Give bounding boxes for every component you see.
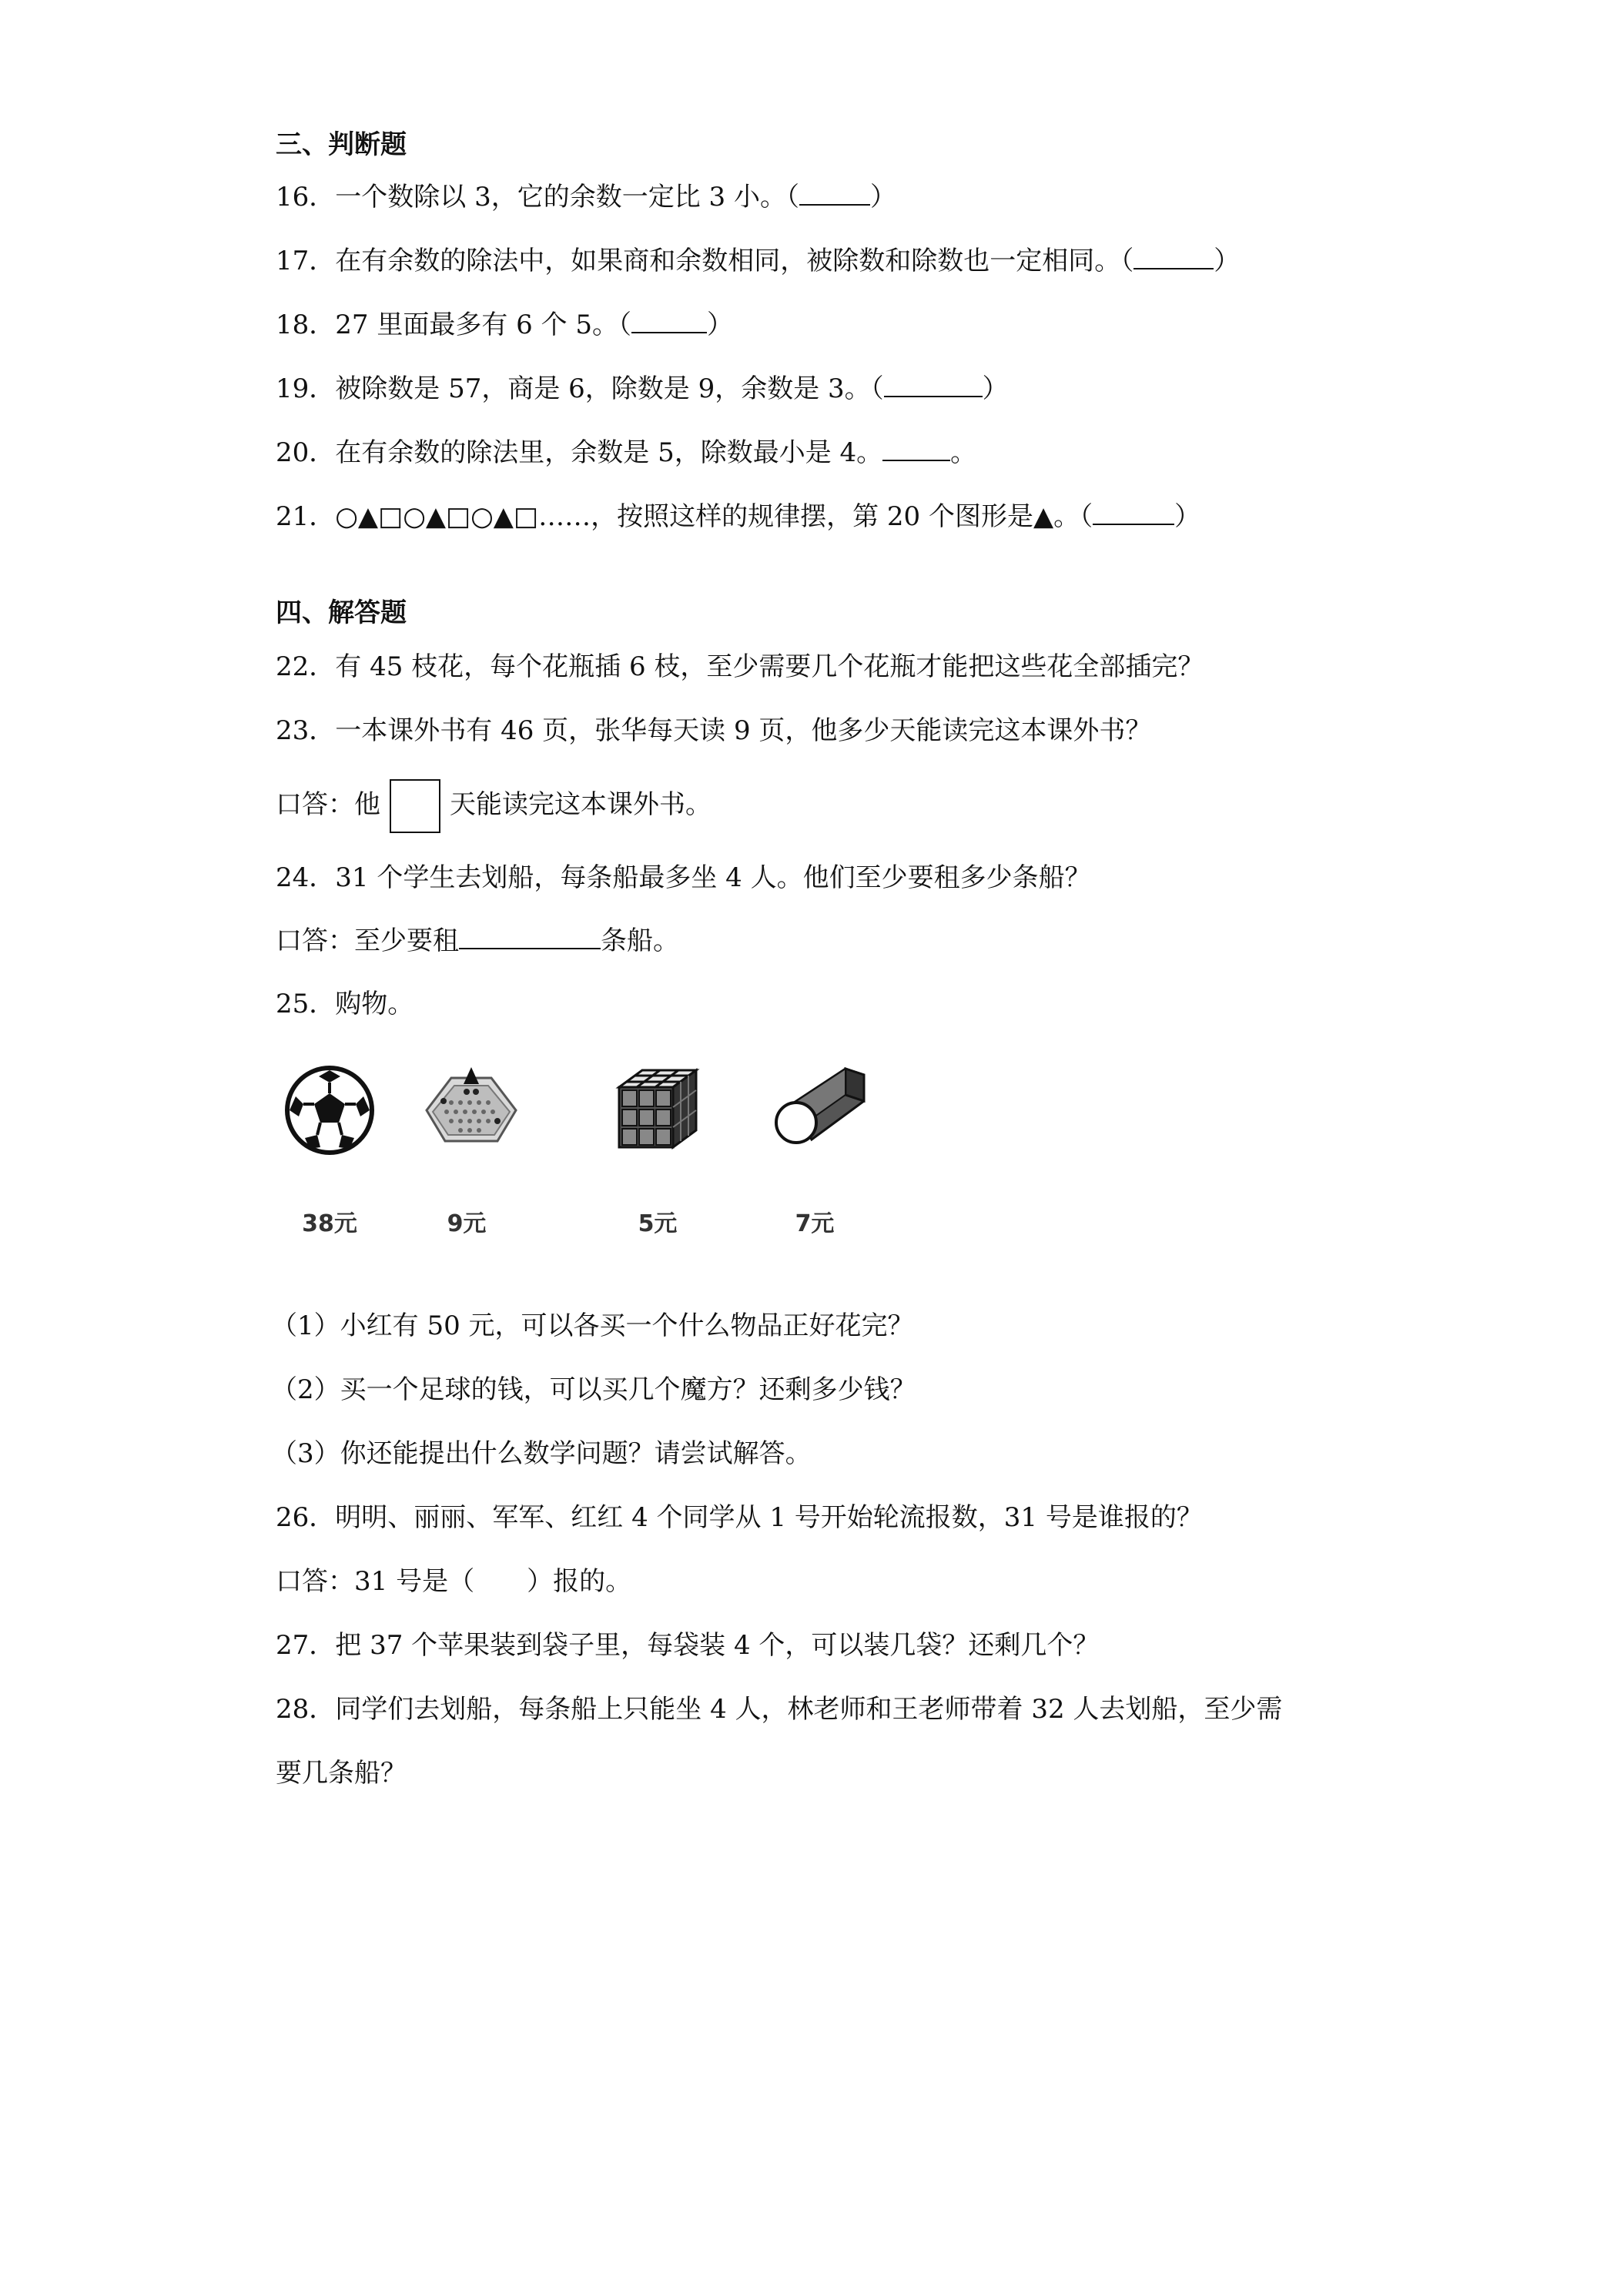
badminton-tube-icon	[768, 1064, 876, 1156]
question-18-text: 18．27 里面最多有 6 个 5。（	[276, 310, 632, 340]
price-chinese-checkers: 9元	[447, 1210, 487, 1237]
question-25-3: （3）你还能提出什么数学问题？请尝试解答。	[271, 1438, 812, 1469]
question-23-answer	[276, 779, 712, 833]
question-27: 27．把 37 个苹果装到袋子里，每袋装 4 个，可以装几袋？还剩几个？	[276, 1630, 1100, 1661]
product-badminton-tube	[761, 1053, 869, 1253]
chinese-checkers-icon	[420, 1064, 521, 1156]
question-16-text: 16．一个数除以 3，它的余数一定比 3 小。（	[276, 182, 799, 213]
price-badminton-tube: 7元	[795, 1210, 835, 1237]
question-25-2: （2）买一个足球的钱，可以买几个魔方？还剩多少钱？	[271, 1374, 916, 1405]
question-16	[276, 180, 896, 214]
answer-blank-24[interactable]	[459, 925, 601, 949]
question-19-close: ）	[982, 373, 1009, 404]
question-21-close: ）	[1174, 501, 1201, 532]
question-19	[276, 372, 1009, 406]
question-26-answer: 口答：31 号是（ ）报的。	[276, 1566, 632, 1597]
product-rubiks-cube	[604, 1053, 712, 1253]
question-20-close: 。	[950, 437, 977, 468]
section-title-judgment: 三、判断题	[276, 129, 407, 160]
question-21	[276, 500, 1200, 534]
question-16-close: ）	[869, 182, 896, 213]
answer-23-suffix: 天能读完这本课外书。	[450, 789, 712, 820]
question-26: 26．明明、丽丽、军军、红红 4 个同学从 1 号开始轮流报数，31 号是谁报的？	[276, 1502, 1203, 1533]
answer-blank-20[interactable]	[882, 437, 950, 461]
question-25: 25．购物。	[276, 989, 414, 1019]
question-17-text: 17．在有余数的除法中，如果商和余数相同，被除数和除数也一定相同。（	[276, 246, 1134, 276]
answer-24-suffix: 条船。	[601, 925, 679, 956]
product-chinese-checkers	[413, 1053, 521, 1253]
question-22: 22．有 45 枝花，每个花瓶插 6 枝，至少需要几个花瓶才能把这些花全部插完？	[276, 651, 1204, 682]
section-title-solve: 四、解答题	[276, 597, 407, 628]
question-20-text: 20．在有余数的除法里，余数是 5，除数最小是 4。	[276, 437, 883, 468]
question-24: 24．31 个学生去划船，每条船最多坐 4 人。他们至少要租多少条船？	[276, 862, 1091, 893]
answer-box-23[interactable]	[390, 779, 440, 833]
question-18	[276, 308, 733, 342]
question-20	[276, 436, 976, 470]
question-17	[276, 244, 1240, 278]
question-19-text: 19．被除数是 57，商是 6，除数是 9，余数是 3。（	[276, 373, 884, 404]
answer-blank-19[interactable]	[884, 373, 983, 397]
question-23: 23．一本课外书有 46 页，张华每天读 9 页，他多少天能读完这本课外书？	[276, 715, 1152, 746]
rubiks-cube-icon	[611, 1064, 704, 1156]
soccer-ball-icon	[283, 1064, 376, 1156]
question-28-line1: 28．同学们去划船，每条船上只能坐 4 人，林老师和王老师带着 32 人去划船，至少需	[276, 1694, 1283, 1725]
answer-24-prefix: 口答：至少要租	[276, 925, 459, 956]
answer-blank-18[interactable]	[631, 309, 707, 333]
question-25-1: （1）小红有 50 元，可以各买一个什么物品正好花完？	[271, 1310, 914, 1341]
question-24-answer	[276, 924, 679, 958]
product-list	[276, 1053, 907, 1253]
answer-blank-17[interactable]	[1133, 245, 1214, 269]
answer-23-prefix: 口答：他	[276, 789, 380, 820]
product-soccer-ball	[276, 1053, 383, 1253]
answer-blank-16[interactable]	[799, 181, 870, 206]
price-soccer-ball: 38元	[302, 1210, 357, 1237]
question-18-close: ）	[707, 310, 734, 340]
question-28-line2: 要几条船？	[276, 1758, 407, 1789]
answer-blank-21[interactable]	[1093, 500, 1174, 525]
question-17-close: ）	[1214, 246, 1241, 276]
question-21-text: 21．○▲□○▲□○▲□……，按照这样的规律摆，第 20 个图形是▲。（	[276, 501, 1093, 532]
price-rubiks-cube: 5元	[638, 1210, 678, 1237]
